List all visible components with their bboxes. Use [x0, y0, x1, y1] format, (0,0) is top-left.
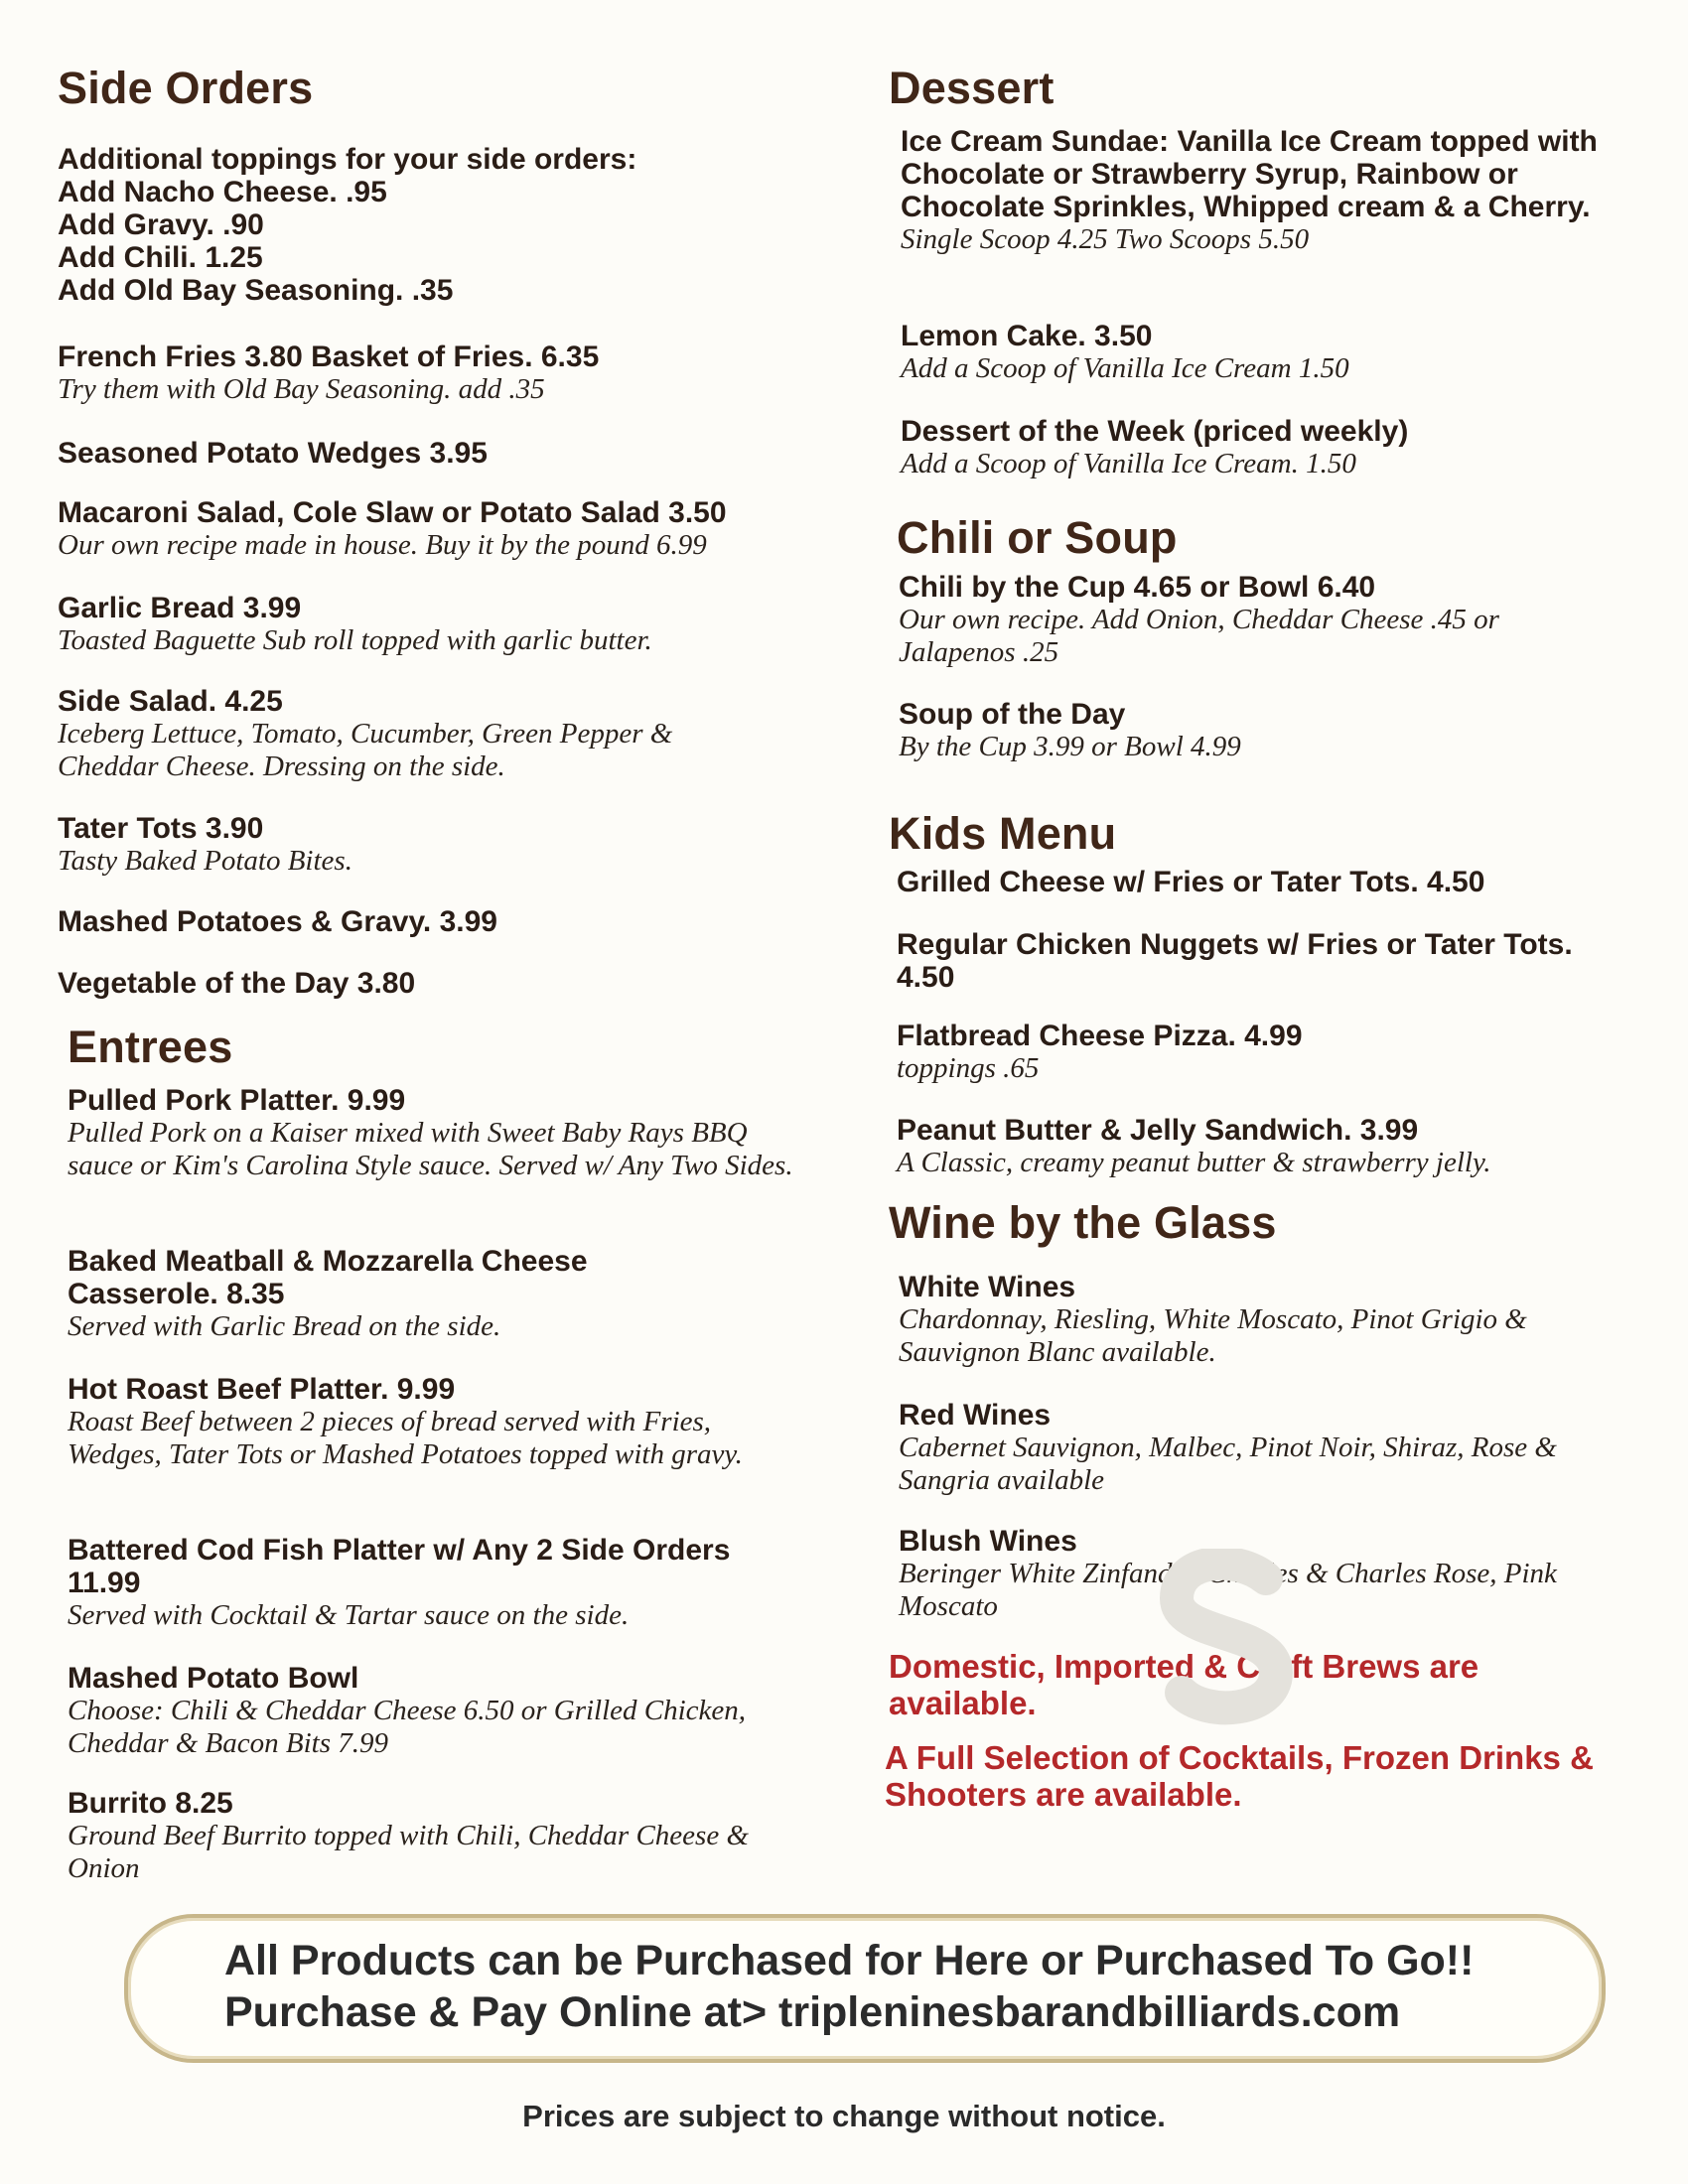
item-description: Toasted Baguette Sub roll topped with garlic butter. — [58, 624, 652, 656]
toppings-list — [58, 143, 842, 307]
menu-item — [901, 415, 1653, 480]
item-description: Roast Beef between 2 pieces of bread served with Fries, Wedges, Tater Tots or Mashed Potatoes topped with gravy. — [68, 1406, 743, 1470]
menu-item — [899, 571, 1614, 669]
side-orders-section — [58, 62, 842, 307]
brews-note: Domestic, Imported & Craft Brews are available. — [889, 1648, 1479, 1721]
item-name: Lemon Cake. 3.50 — [901, 320, 1153, 352]
menu-item — [901, 320, 1653, 385]
item-name: Seasoned Potato Wedges 3.95 — [58, 437, 488, 470]
item-name: Burrito 8.25 — [68, 1787, 233, 1820]
item-description: Ground Beef Burrito topped with Chili, Cheddar Cheese & Onion — [68, 1820, 750, 1884]
dessert-heading: Dessert — [889, 63, 1055, 113]
online-line: Purchase & Pay Online at> tripleninesbarandbilliards.com — [224, 1988, 1401, 2036]
menu-item — [897, 928, 1631, 994]
item-description: Single Scoop 4.25 Two Scoops 5.50 — [901, 223, 1310, 255]
entrees-section — [68, 1021, 842, 1074]
menu-item — [58, 437, 842, 470]
item-description: Iceberg Lettuce, Tomato, Cucumber, Green Pepper & Cheddar Cheese. Dressing on the side. — [58, 718, 673, 782]
item-description: Beringer White Zinfandel, Charles & Charles Rose, Pink Moscato — [899, 1558, 1557, 1622]
menu-item — [58, 496, 842, 562]
menu-item — [68, 1084, 802, 1182]
item-name: Blush Wines — [899, 1525, 1077, 1558]
item-description: Tasty Baked Potato Bites. — [58, 845, 352, 877]
item-name: White Wines — [899, 1271, 1076, 1303]
item-name: Vegetable of the Day 3.80 — [58, 967, 416, 1000]
menu-item — [68, 1534, 802, 1632]
entrees-heading: Entrees — [68, 1022, 233, 1072]
wine-section — [889, 1196, 1653, 1250]
sirved-logo-icon — [1147, 1549, 1306, 1727]
item-description: Choose: Chili & Cheddar Cheese 6.50 or Grilled Chicken, Cheddar & Bacon Bits 7.99 — [68, 1695, 747, 1759]
purchase-line: All Products can be Purchased for Here or Purchased To Go!! — [224, 1937, 1475, 1984]
item-description: Served with Garlic Bread on the side. — [68, 1310, 501, 1342]
item-name: Regular Chicken Nuggets w/ Fries or Tater Tots. 4.50 — [897, 928, 1573, 994]
item-name: Tater Tots 3.90 — [58, 812, 264, 845]
item-description: Chardonnay, Riesling, White Moscato, Pinot Grigio & Sauvignon Blanc available. — [899, 1303, 1527, 1368]
menu-item — [897, 1020, 1653, 1085]
side-orders-heading: Side Orders — [58, 63, 314, 113]
menu-item — [68, 1662, 753, 1760]
item-description: Served with Cocktail & Tartar sauce on the side. — [68, 1599, 630, 1631]
item-description: A Classic, creamy peanut butter & strawberry jelly. — [897, 1147, 1491, 1178]
topping-item: Add Old Bay Seasoning. .35 — [58, 274, 454, 307]
price-disclaimer: Prices are subject to change without notice. — [522, 2099, 1166, 2133]
item-name: Flatbread Cheese Pizza. 4.99 — [897, 1020, 1303, 1052]
item-name: Mashed Potatoes & Gravy. 3.99 — [58, 905, 497, 938]
item-description: Try them with Old Bay Seasoning. add .35 — [58, 373, 545, 405]
item-name: Red Wines — [899, 1399, 1052, 1432]
item-description: Add a Scoop of Vanilla Ice Cream. 1.50 — [901, 448, 1356, 479]
topping-item: Add Chili. 1.25 — [58, 241, 263, 274]
topping-item: Add Nacho Cheese. .95 — [58, 176, 387, 208]
wine-heading: Wine by the Glass — [889, 1197, 1277, 1248]
cocktails-note: A Full Selection of Cocktails, Frozen Drinks & Shooters are available. — [885, 1739, 1594, 1813]
topping-item: Add Gravy. .90 — [58, 208, 264, 241]
item-name: Dessert of the Week (priced weekly) — [901, 415, 1409, 448]
kids-menu-heading: Kids Menu — [889, 808, 1117, 859]
item-name: Grilled Cheese w/ Fries or Tater Tots. 4.50 — [897, 866, 1485, 898]
menu-item — [897, 866, 1653, 898]
footer-banner — [124, 1914, 1606, 2063]
item-name: Mashed Potato Bowl — [68, 1662, 359, 1695]
menu-item — [58, 685, 773, 783]
menu-item — [58, 905, 842, 938]
chili-soup-heading: Chili or Soup — [897, 512, 1178, 563]
item-name: Soup of the Day — [899, 698, 1126, 731]
item-name: Ice Cream Sundae: Vanilla Ice Cream topped with Chocolate or Strawberry Syrup, Rainbow or Chocolate Sprinkles, Whipped cream & a Cherry. — [901, 125, 1598, 223]
item-name: Peanut Butter & Jelly Sandwich. 3.99 — [897, 1114, 1419, 1147]
item-description: toppings .65 — [897, 1052, 1040, 1084]
menu-item — [58, 812, 842, 878]
item-name: Hot Roast Beef Platter. 9.99 — [68, 1373, 456, 1406]
item-name: Garlic Bread 3.99 — [58, 592, 302, 624]
menu-item — [68, 1245, 703, 1343]
menu-item — [68, 1373, 802, 1471]
kids-menu-section — [889, 807, 1653, 861]
chili-soup-section — [897, 511, 1653, 565]
item-description: Add a Scoop of Vanilla Ice Cream 1.50 — [901, 352, 1349, 384]
menu-item — [68, 1787, 802, 1885]
item-description: Pulled Pork on a Kaiser mixed with Sweet Baby Rays BBQ sauce or Kim's Carolina Style sauce. Served w/ Any Two Sides. — [68, 1117, 793, 1181]
menu-item — [58, 341, 842, 406]
menu-item — [899, 1271, 1633, 1369]
toppings-intro: Additional toppings for your side orders: — [58, 143, 637, 176]
item-name: French Fries 3.80 Basket of Fries. 6.35 — [58, 341, 600, 373]
item-name: Pulled Pork Platter. 9.99 — [68, 1084, 406, 1117]
item-name: Side Salad. 4.25 — [58, 685, 283, 718]
dessert-section — [889, 62, 1653, 115]
item-name: Baked Meatball & Mozzarella Cheese Casserole. 8.35 — [68, 1245, 588, 1310]
item-name: Macaroni Salad, Cole Slaw or Potato Salad 3.50 — [58, 496, 727, 529]
menu-item — [899, 698, 1653, 763]
menu-item — [899, 1399, 1594, 1497]
menu-item — [901, 125, 1655, 256]
menu-item — [58, 967, 842, 1000]
item-description: Our own recipe made in house. Buy it by the pound 6.99 — [58, 529, 707, 561]
item-description: Cabernet Sauvignon, Malbec, Pinot Noir, Shiraz, Rose & Sangria available — [899, 1432, 1557, 1496]
item-name: Battered Cod Fish Platter w/ Any 2 Side Orders 11.99 — [68, 1534, 731, 1599]
item-name: Chili by the Cup 4.65 or Bowl 6.40 — [899, 571, 1376, 604]
item-description: Our own recipe. Add Onion, Cheddar Cheese .45 or Jalapenos .25 — [899, 604, 1499, 668]
menu-item — [58, 592, 842, 657]
item-description: By the Cup 3.99 or Bowl 4.99 — [899, 731, 1241, 762]
menu-item — [897, 1114, 1651, 1179]
